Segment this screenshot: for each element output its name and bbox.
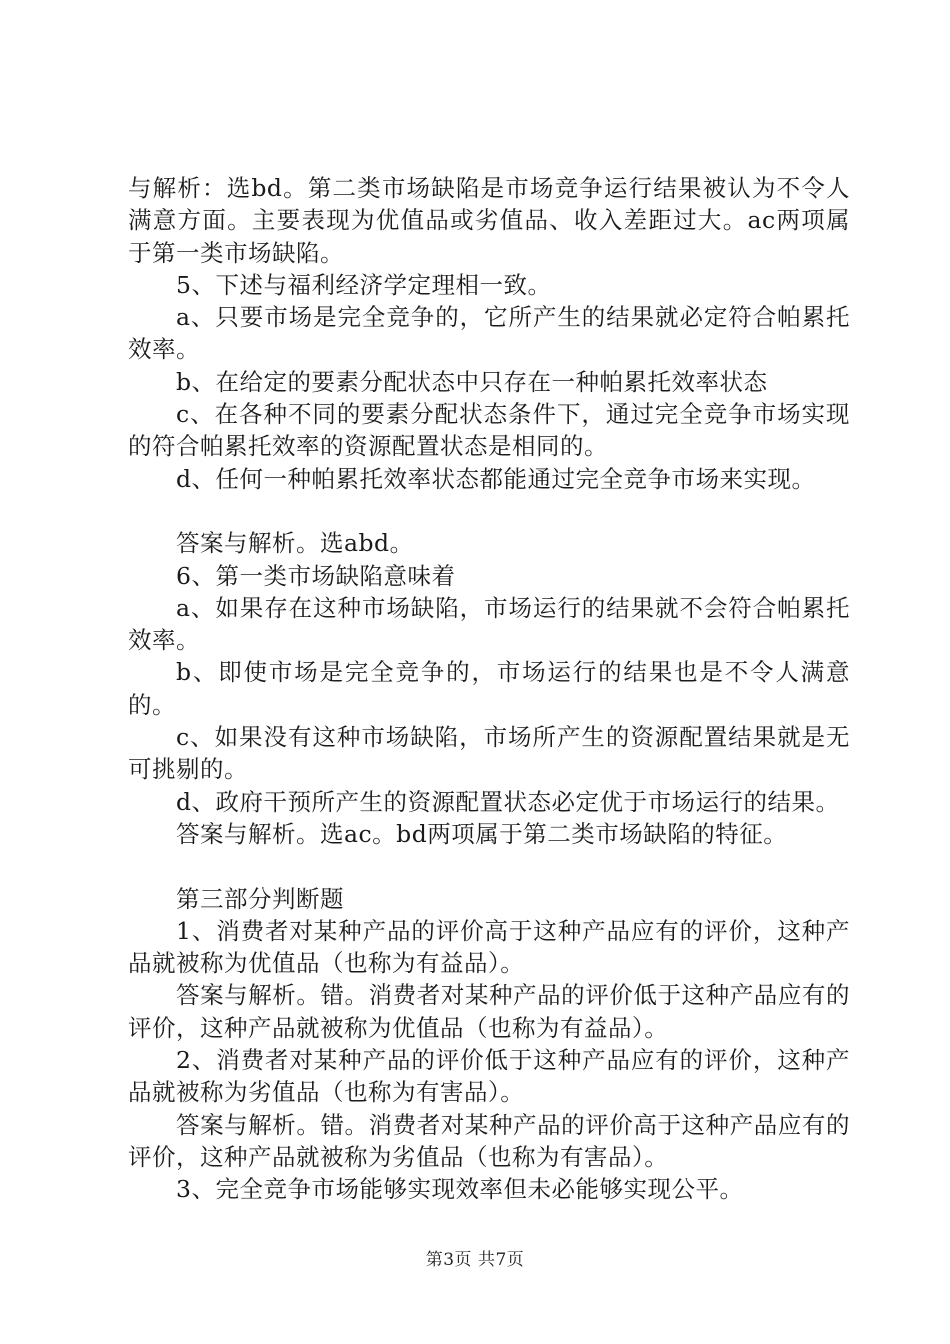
judgment-1-answer: 答案与解析。错。消费者对某种产品的评价低于这种产品应有的评价，这种产品就被称为优值品（也称为有益品）。 bbox=[128, 981, 850, 1042]
option-6d: d、政府干预所产生的资源配置状态必定优于市场运行的结果。 bbox=[176, 787, 840, 816]
paragraph-1: 与解析：选bd。第二类市场缺陷是市场竞争运行结果被认为不令人满意方面。主要表现为优值品或劣值品、收入差距过大。ac两项属于第一类市场缺陷。 bbox=[128, 174, 850, 267]
blank-line bbox=[128, 495, 850, 527]
judgment-1: 1、消费者对某种产品的评价高于这种产品应有的评价，这种产品就被称为优值品（也称为有益品）。 bbox=[128, 916, 850, 978]
blank-line bbox=[128, 850, 850, 882]
judgment-2: 2、消费者对某种产品的评价低于这种产品应有的评价，这种产品就被称为劣值品（也称为有害品）。 bbox=[128, 1046, 850, 1107]
option-6b: b、即使市场是完全竞争的，市场运行的结果也是不令人满意的。 bbox=[128, 658, 850, 719]
option-5b: b、在给定的要素分配状态中只存在一种帕累托效率状态 bbox=[176, 367, 768, 396]
question-6: 6、第一类市场缺陷意味着 bbox=[176, 561, 456, 590]
section-heading: 第三部分判断题 bbox=[176, 884, 344, 913]
option-6c: c、如果没有这种市场缺陷，市场所产生的资源配置结果就是无可挑剔的。 bbox=[128, 723, 850, 784]
page-number: 第3页 共7页 bbox=[425, 1250, 525, 1270]
judgment-2-answer: 答案与解析。错。消费者对某种产品的评价高于这种产品应有的评价，这种产品就被称为劣值品（也称为有害品）。 bbox=[128, 1110, 850, 1171]
option-6a: a、如果存在这种市场缺陷，市场运行的结果就不会符合帕累托效率。 bbox=[128, 593, 850, 655]
judgment-3: 3、完全竞争市场能够实现效率但未必能够实现公平。 bbox=[176, 1175, 744, 1204]
option-5d: d、任何一种帕累托效率状态都能通过完全竞争市场来实现。 bbox=[176, 464, 816, 493]
option-5c: c、在各种不同的要素分配状态条件下，通过完全竞争市场实现的符合帕累托效率的资源配置状态是相同的。 bbox=[128, 400, 850, 461]
answer-5: 答案与解析。选abd。 bbox=[176, 529, 414, 558]
document-body bbox=[128, 172, 850, 1206]
option-5a: a、只要市场是完全竞争的，它所产生的结果就必定符合帕累托效率。 bbox=[128, 303, 850, 364]
answer-6: 答案与解析。选ac。bd两项属于第二类市场缺陷的特征。 bbox=[176, 819, 788, 848]
question-5: 5、下述与福利经济学定理相一致。 bbox=[176, 270, 552, 299]
